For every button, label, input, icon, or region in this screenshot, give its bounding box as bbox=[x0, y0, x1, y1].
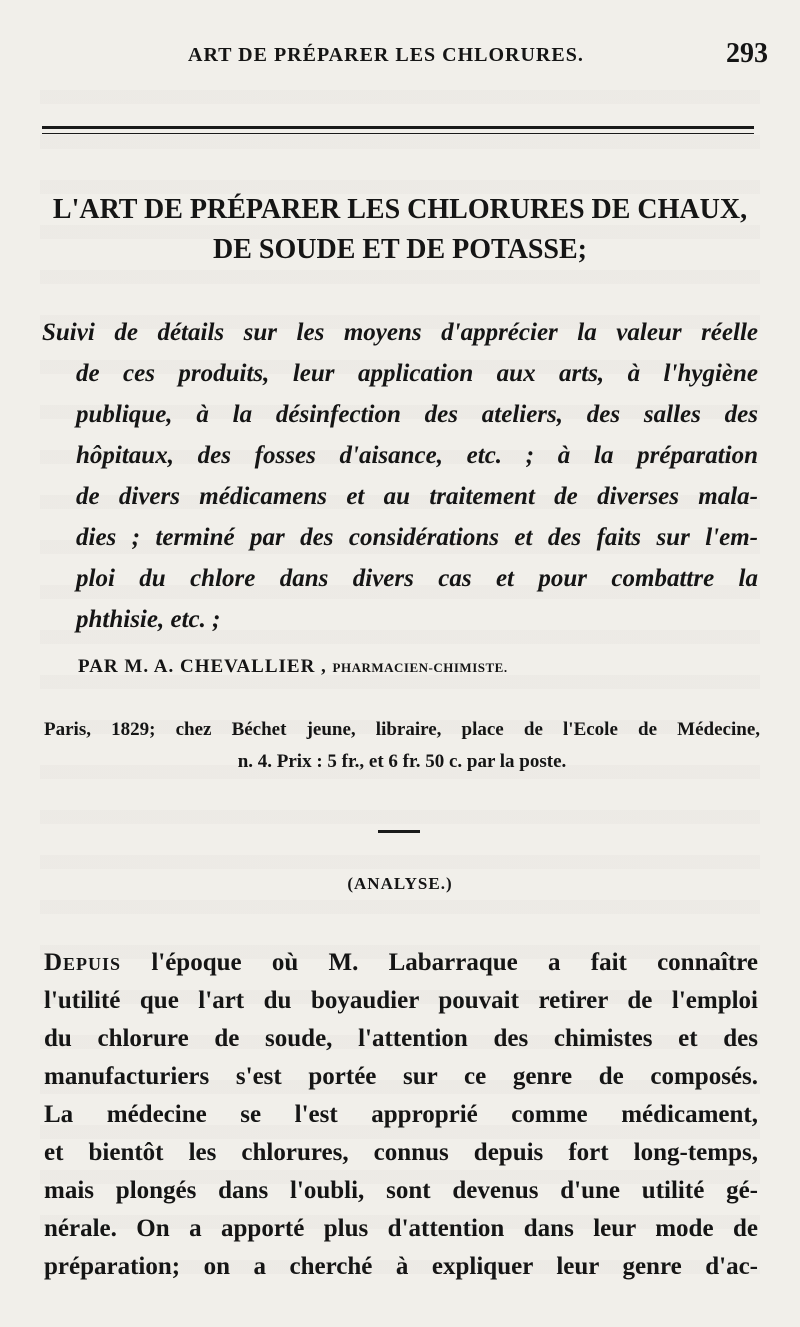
body-paragraph bbox=[44, 944, 758, 1286]
subtitle-block bbox=[42, 312, 758, 640]
body-line bbox=[44, 944, 758, 982]
body-line: manufacturiers s'est portée sur ce genre de composés. bbox=[44, 1063, 758, 1090]
header-rule-thin bbox=[42, 133, 754, 134]
running-title: ART DE PRÉPARER LES CHLORURES. bbox=[188, 44, 584, 66]
subtitle-line: phthisie, etc. ; bbox=[76, 606, 221, 633]
body-first-word: Depuis bbox=[44, 949, 122, 976]
subtitle-line: publique, à la désinfection des ateliers, des salles des bbox=[76, 401, 758, 428]
author-role: PHARMACIEN-CHIMISTE. bbox=[332, 660, 508, 675]
subtitle-line: de divers médicamens et au traitement de diverses mala- bbox=[76, 483, 758, 510]
article-title-line-2: DE SOUDE ET DE POTASSE; bbox=[213, 234, 587, 265]
subtitle-line: de ces produits, leur application aux arts, à l'hygiène bbox=[76, 360, 758, 387]
subtitle-line: Suivi de détails sur les moyens d'apprécier la valeur réelle bbox=[42, 319, 758, 346]
body-line: préparation; on a cherché à expliquer leur genre d'ac- bbox=[44, 1253, 758, 1280]
body-line-1-rest: l'époque où M. Labarraque a fait connaître bbox=[121, 949, 758, 976]
section-divider bbox=[378, 830, 420, 833]
publication-line-1: Paris, 1829; chez Béchet jeune, libraire, place de l'Ecole de Médecine, bbox=[44, 719, 760, 740]
subtitle-line: dies ; terminé par des considérations et des faits sur l'em- bbox=[76, 524, 758, 551]
body-line: La médecine se l'est approprié comme médicament, bbox=[44, 1101, 758, 1128]
running-head bbox=[0, 38, 800, 78]
header-rule-thick bbox=[42, 126, 754, 129]
article-title bbox=[40, 190, 760, 270]
subtitle-line: hôpitaux, des fosses d'aisance, etc. ; à la préparation bbox=[76, 442, 758, 469]
page-number: 293 bbox=[726, 38, 768, 69]
body-line: du chlorure de soude, l'attention des chimistes et des bbox=[44, 1025, 758, 1052]
section-label: (ANALYSE.) bbox=[347, 874, 453, 893]
author-byline bbox=[78, 656, 508, 678]
publication-info bbox=[44, 714, 760, 778]
body-line: mais plongés dans l'oubli, sont devenus d'une utilité gé- bbox=[44, 1177, 758, 1204]
body-line: et bientôt les chlorures, connus depuis fort long-temps, bbox=[44, 1139, 758, 1166]
body-line: l'utilité que l'art du boyaudier pouvait retirer de l'emploi bbox=[44, 987, 758, 1014]
body-line: nérale. On a apporté plus d'attention dans leur mode de bbox=[44, 1215, 758, 1242]
subtitle-line: ploi du chlore dans divers cas et pour combattre la bbox=[76, 565, 758, 592]
article-title-line-1: L'ART DE PRÉPARER LES CHLORURES DE CHAUX, bbox=[52, 194, 748, 225]
author-name: PAR M. A. CHEVALLIER , bbox=[78, 656, 327, 677]
publication-line-2: n. 4. Prix : 5 fr., et 6 fr. 50 c. par la poste. bbox=[237, 751, 567, 772]
